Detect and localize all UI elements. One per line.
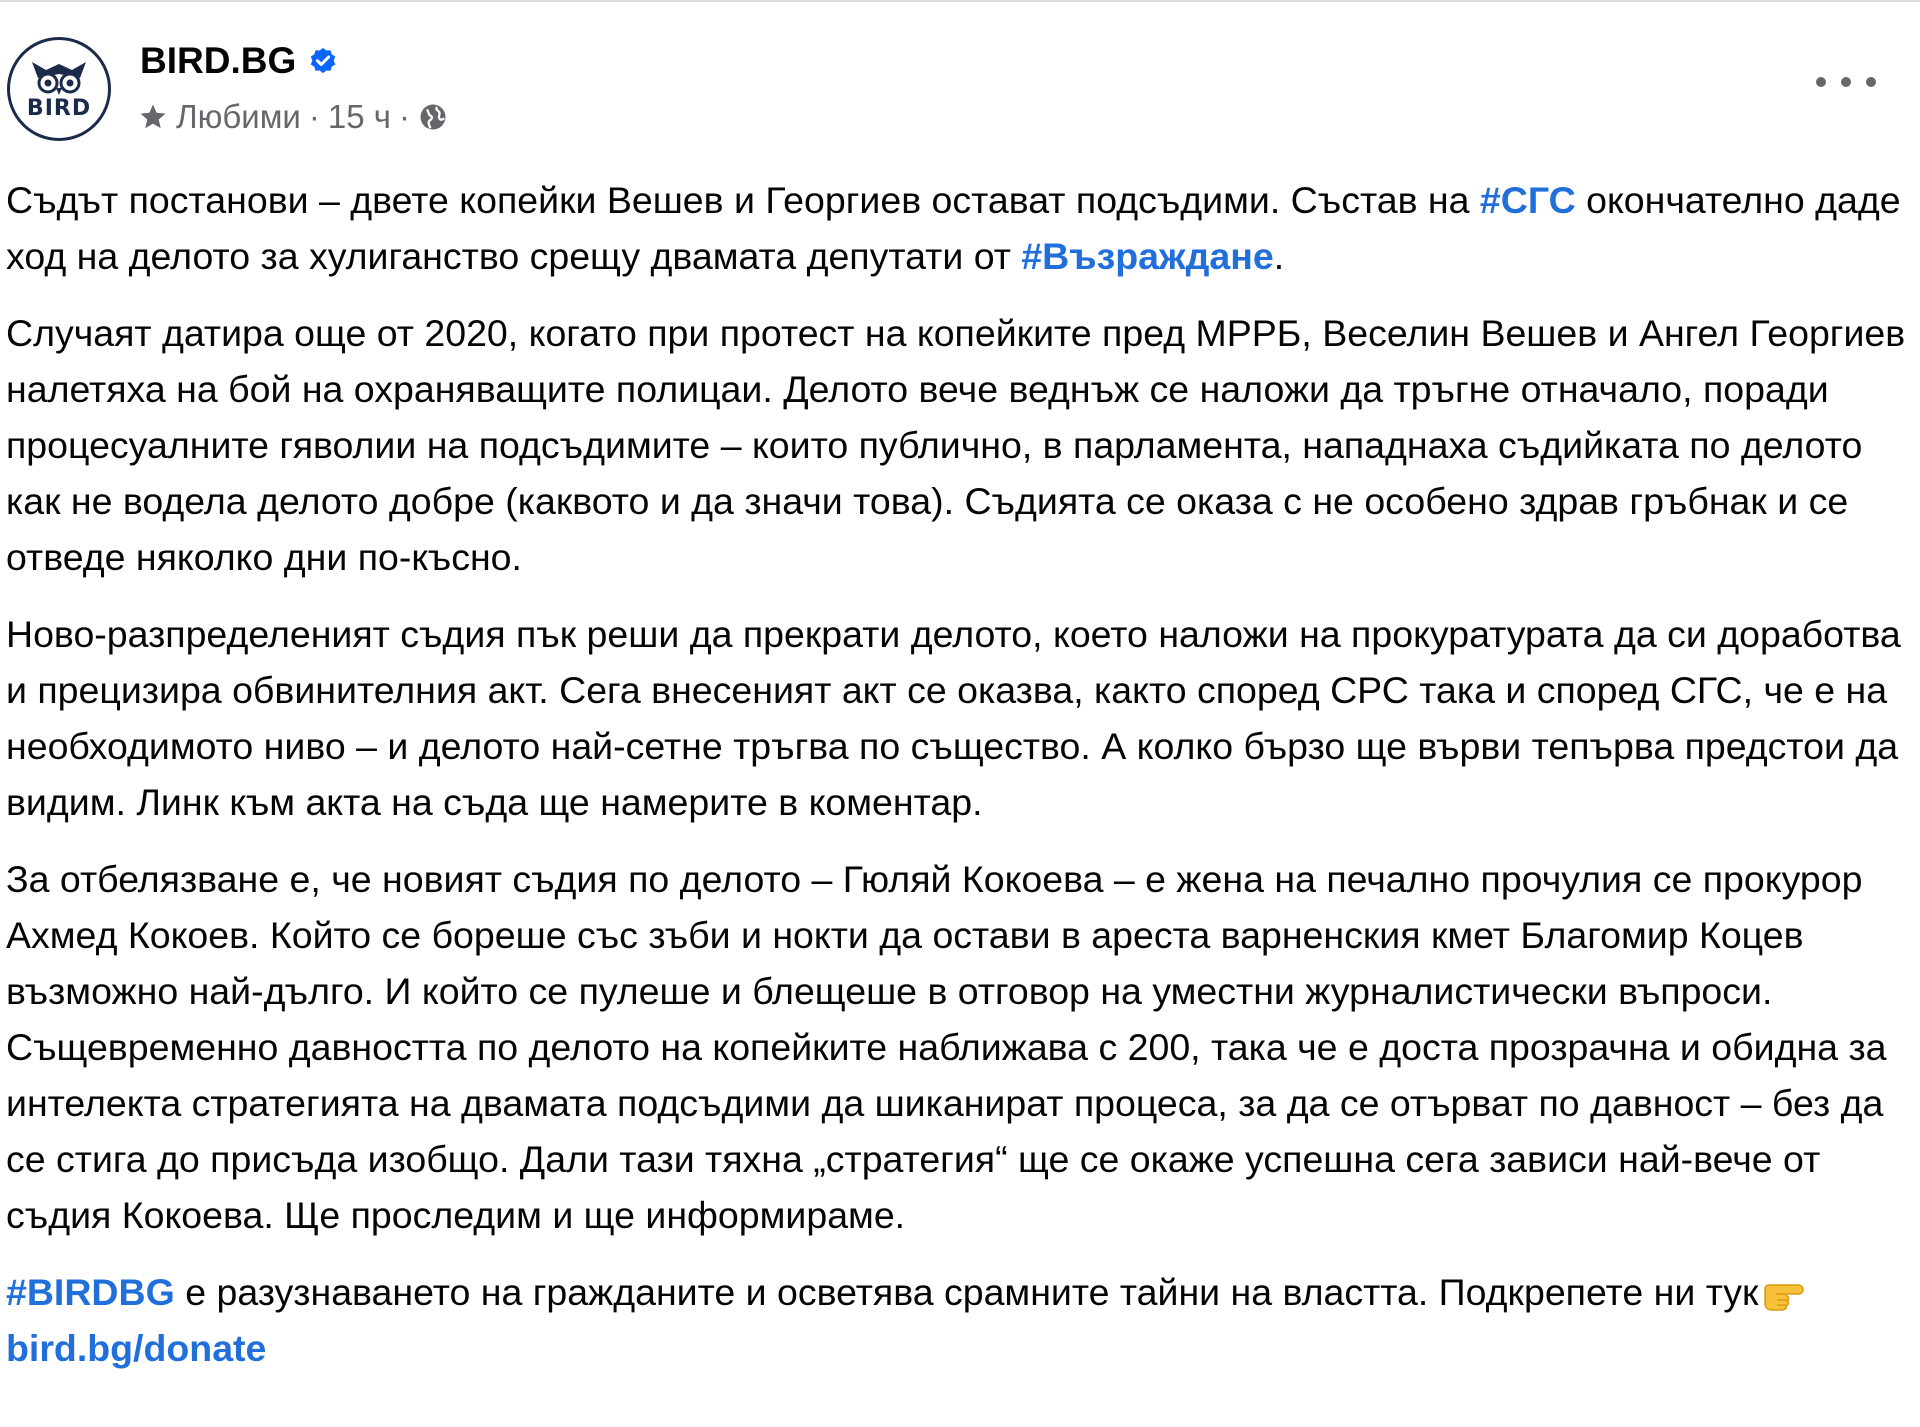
page-avatar[interactable] bbox=[7, 37, 111, 141]
paragraph-1 bbox=[6, 172, 1911, 284]
paragraph-text: окончателно даде ход на делото за хулиганство срещу двамата депутати от bbox=[6, 179, 1901, 277]
donate-link[interactable]: bird.bg/donate bbox=[6, 1327, 267, 1369]
owl-logo-icon bbox=[28, 58, 90, 98]
dot bbox=[1866, 77, 1876, 87]
paragraph-text: Съдът постанови – двете копейки Вешев и Георгиев остават подсъдими. Състав на bbox=[6, 179, 1480, 221]
dot bbox=[1841, 77, 1851, 87]
pointing-right-emoji-icon bbox=[1762, 1277, 1806, 1311]
hashtag-sgs-link[interactable]: #СГС bbox=[1479, 179, 1576, 221]
meta-separator: · bbox=[308, 98, 320, 135]
hashtag-vazrazhdane-link[interactable]: #Възраждане bbox=[1021, 235, 1274, 277]
avatar-label: BIRD bbox=[26, 95, 92, 121]
paragraph-text: . bbox=[1273, 235, 1285, 277]
dot bbox=[1816, 77, 1826, 87]
post-meta bbox=[138, 98, 448, 136]
top-divider bbox=[0, 0, 1920, 2]
star-icon bbox=[138, 102, 168, 132]
post-header bbox=[140, 40, 338, 82]
more-options-icon[interactable] bbox=[1816, 62, 1876, 102]
page-name-link[interactable]: BIRD.BG bbox=[140, 40, 297, 81]
post-timestamp[interactable]: 15 ч bbox=[327, 98, 391, 135]
paragraph-text: е разузнаването на гражданите и осветява срамните тайни на властта. Подкрепете ни тук bbox=[174, 1271, 1759, 1313]
globe-icon[interactable] bbox=[418, 102, 448, 132]
verified-badge-icon bbox=[308, 46, 338, 76]
audience-label[interactable]: Любими bbox=[176, 98, 301, 135]
paragraph-3: Ново-разпределеният съдия пък реши да прекрати делото, което наложи на прокуратурата да си доработва и прецизира обвинителния акт. Сега внесеният акт се оказва, както според СРС така и според СГС, че е на необходимото ниво – и делото най-сетне тръгва по същество. А колко бързо ще върви тепърва предстои да видим. Линк към акта на съда ще намерите в коментар. bbox=[6, 613, 1901, 823]
post-body bbox=[6, 172, 1911, 1397]
hashtag-birdbg-link[interactable]: #BIRDBG bbox=[6, 1271, 175, 1313]
paragraph-2: Случаят датира още от 2020, когато при протест на копейките пред МРРБ, Веселин Вешев и Ангел Георгиев налетяха на бой на охраняващите полицаи. Делото вече веднъж се наложи да тръгне отначало, поради процесуалните гяволии на подсъдимите – които публично, в парламента, нападнаха съдийката по делото как не водела делото добре (каквото и да значи това). Съдията се оказа с не особено здрав гръбнак и се отведе няколко дни по-късно. bbox=[6, 312, 1906, 578]
paragraph-4: За отбелязване е, че новият съдия по делото – Гюляй Кокоева – е жена на печално прочулия се прокурор Ахмед Кокоев. Който се бореше със зъби и нокти да остави в ареста варненския кмет Благомир Коцев възможно най-дълго. И който се пулеше и блещеше в отговор на уместни журналистически въпроси. Същевременно давността по делото на копейките наближава с 200, така че е доста прозрачна и обидна за интелекта стратегията на двамата подсъдими да шиканират процеса, за да се отърват по давност – без да се стига до присъда изобщо. Дали тази тяхна „стратегия“ ще се окаже успешна сега зависи най-вече от съдия Кокоева. Ще проследим и ще информираме. bbox=[6, 858, 1887, 1236]
meta-separator: · bbox=[398, 98, 410, 135]
paragraph-5 bbox=[6, 1264, 1911, 1376]
